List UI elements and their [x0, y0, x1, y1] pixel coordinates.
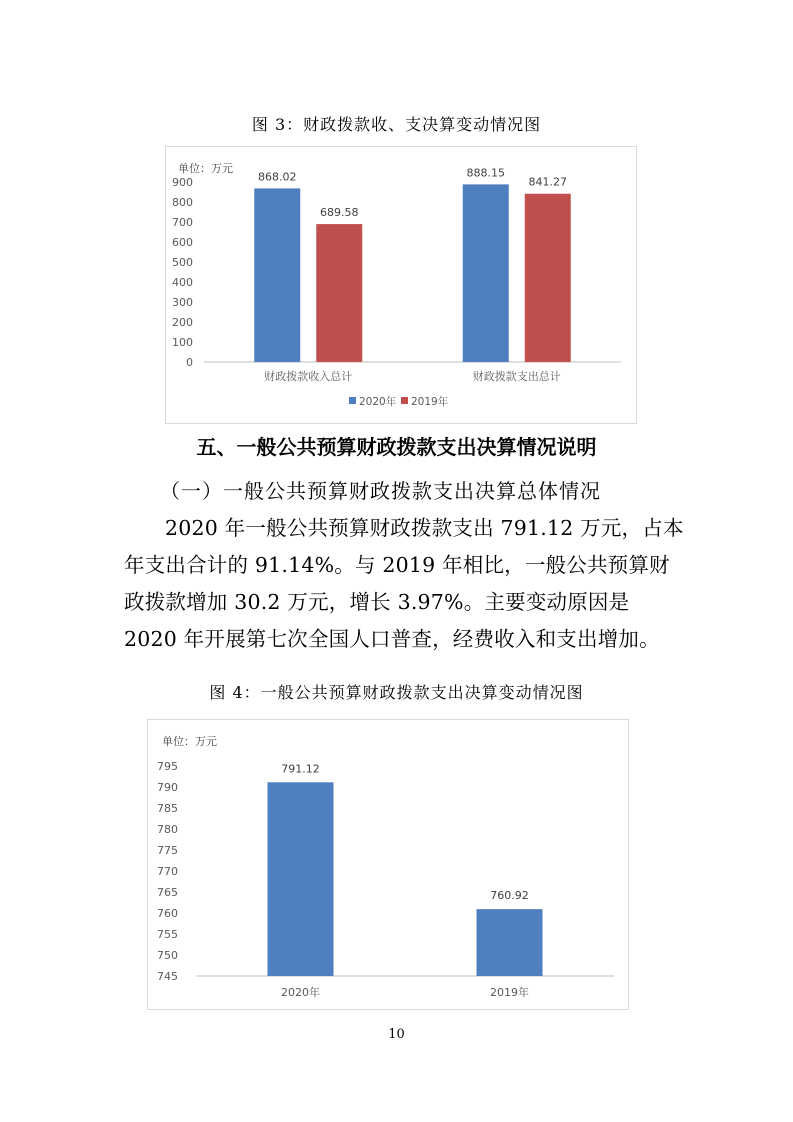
- data-label: 689.58: [320, 206, 359, 220]
- y-tick-label: 745: [157, 970, 178, 983]
- legend-swatch: [349, 397, 356, 404]
- y-tick-label: 300: [172, 296, 193, 309]
- bar: [316, 224, 362, 362]
- y-tick-label: 755: [157, 928, 178, 941]
- section-heading: 五、一般公共预算财政拨款支出决算情况说明: [196, 435, 597, 459]
- x-category-label: 财政拨款支出总计: [472, 370, 561, 383]
- legend-swatch: [401, 397, 408, 404]
- y-tick-label: 700: [172, 216, 193, 229]
- figure-4-chart: [147, 719, 629, 1010]
- body-paragraph: 2020 年一般公共预算财政拨款支出 791.12 万元，占本年支出合计的 91.14%。与 2019 年相比，一般公共预算财政拨款增加 30.2 万元，增长 3.97%。主要变动原因是 2020 年开展第七次全国人口普查，经费收入和支出增加。: [124, 516, 684, 651]
- y-tick-label: 750: [157, 949, 178, 962]
- figure-3-caption: 图 3：财政拨款收、支决算变动情况图: [251, 115, 542, 134]
- y-tick-label: 770: [157, 865, 178, 878]
- bar: [463, 184, 509, 362]
- figure-4-caption: 图 4：一般公共预算财政拨款支出决算变动情况图: [209, 683, 584, 702]
- data-label: 760.92: [490, 889, 529, 903]
- y-tick-label: 200: [172, 316, 193, 329]
- y-tick-label: 795: [157, 760, 178, 773]
- x-category-label: 财政拨款收入总计: [264, 370, 353, 383]
- y-tick-label: 760: [157, 907, 178, 920]
- y-tick-label: 785: [157, 802, 178, 815]
- chart-4-svg: [148, 720, 628, 1009]
- y-tick-label: 790: [157, 781, 178, 794]
- y-tick-label: 765: [157, 886, 178, 899]
- bar: [254, 188, 300, 362]
- data-label: 791.12: [281, 762, 320, 776]
- bar: [268, 782, 334, 976]
- bar: [477, 909, 543, 976]
- bar: [525, 194, 571, 362]
- y-tick-label: 400: [172, 276, 193, 289]
- data-label: 841.27: [528, 175, 567, 189]
- y-tick-label: 780: [157, 823, 178, 836]
- y-tick-label: 900: [172, 176, 193, 189]
- unit-label: 单位：万元: [178, 162, 233, 175]
- x-category-label: 2019年: [490, 986, 529, 999]
- chart-3-svg: [166, 147, 636, 423]
- y-tick-label: 0: [186, 356, 193, 369]
- page-number: 10: [388, 1027, 405, 1042]
- x-category-label: 2020年: [281, 986, 320, 999]
- figure-3-chart: [165, 146, 637, 424]
- y-tick-label: 500: [172, 256, 193, 269]
- y-tick-label: 775: [157, 844, 178, 857]
- y-tick-label: 100: [172, 336, 193, 349]
- data-label: 868.02: [258, 170, 297, 184]
- legend-entry: 2020年: [359, 396, 397, 408]
- subsection-heading: （一）一般公共预算财政拨款支出决算总体情况: [160, 479, 601, 503]
- legend-entry: 2019年: [411, 396, 449, 408]
- data-label: 888.15: [466, 166, 505, 180]
- y-tick-label: 600: [172, 236, 193, 249]
- unit-label: 单位：万元: [162, 735, 217, 748]
- y-tick-label: 800: [172, 196, 193, 209]
